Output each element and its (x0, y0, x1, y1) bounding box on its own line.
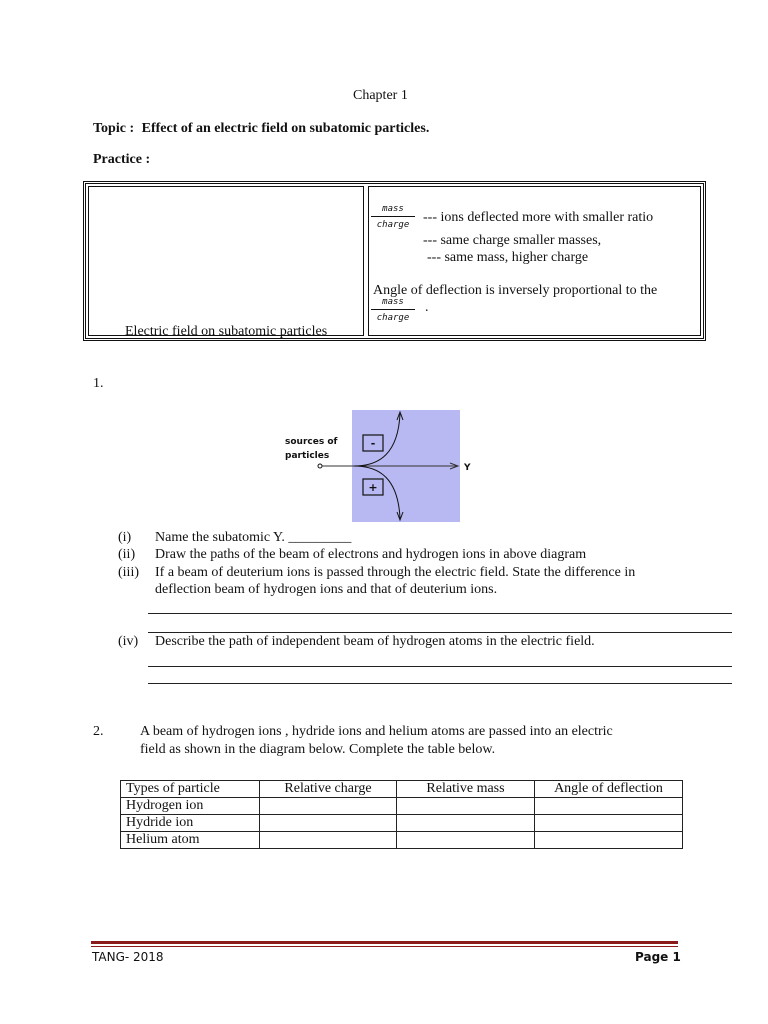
cell-helium-angle[interactable] (535, 832, 683, 849)
footer-rule-thick (91, 941, 678, 944)
info-box-right-cell (368, 186, 701, 336)
info-box-left-cell (88, 186, 364, 339)
q1-item-i-number: (i) (118, 530, 132, 545)
particle-table (120, 780, 683, 849)
cell-hydrogen-mass[interactable] (397, 798, 535, 815)
footer-left-text: TANG- 2018 (92, 950, 164, 964)
topic-line (93, 121, 429, 137)
row-hydrogen-ion-label: Hydrogen ion (121, 798, 260, 815)
cell-helium-mass[interactable] (397, 832, 535, 849)
negative-plate-sign: - (370, 437, 376, 450)
table-header-row (121, 781, 683, 798)
q2-text-line-2: field as shown in the diagram below. Complete the table below. (140, 742, 496, 757)
q1-item-ii-text: Draw the paths of the beam of electrons and hydrogen ions in above diagram (155, 547, 587, 562)
q1-item-iii-number: (iii) (118, 565, 139, 580)
q1-item-iv-text: Describe the path of independent beam of hydrogen atoms in the electric field. (155, 634, 595, 649)
header-relative-mass: Relative mass (397, 781, 535, 798)
q1-item-iv-number: (iv) (118, 634, 139, 649)
cell-hydrogen-charge[interactable] (260, 798, 397, 815)
table-row (121, 832, 683, 849)
fraction-denominator: charge (376, 220, 410, 230)
chapter-heading: Chapter 1 (353, 88, 408, 103)
q1-number: 1. (93, 376, 104, 391)
info-line-1: --- ions deflected more with smaller ratio (423, 210, 654, 225)
row-helium-atom-label: Helium atom (121, 832, 260, 849)
fraction-numerator: mass (371, 204, 415, 217)
cell-helium-charge[interactable] (260, 832, 397, 849)
footer-page-number: Page 1 (635, 950, 681, 964)
q1-item-i-text: Name the subatomic Y. _________ (155, 530, 352, 545)
mass-charge-fraction-2 (371, 297, 415, 323)
info-line-4-period: . (425, 300, 429, 315)
q2-text-line-1: A beam of hydrogen ions , hydride ions and helium atoms are passed into an electric (140, 724, 613, 739)
table-row (121, 815, 683, 832)
cell-hydride-charge[interactable] (260, 815, 397, 832)
topic-label: Topic : (93, 121, 135, 136)
header-types-of-particle: Types of particle (121, 781, 260, 798)
footer-rule-thin (91, 946, 678, 947)
fraction-denominator-2: charge (376, 313, 410, 323)
topic-text: Effect of an electric field on subatomic particles. (141, 121, 430, 136)
cell-hydride-mass[interactable] (397, 815, 535, 832)
q1-item-iii-text: If a beam of deuterium ions is passed through the electric field. State the difference in (155, 565, 636, 580)
source-label-line-2: particles (285, 451, 330, 461)
left-caption: Electric field on subatomic particles (125, 324, 328, 339)
cell-hydride-angle[interactable] (535, 815, 683, 832)
positive-plate-sign: + (368, 481, 378, 494)
row-hydride-ion-label: Hydride ion (121, 815, 260, 832)
particle-source-point (318, 464, 322, 468)
q2-number: 2. (93, 724, 104, 739)
source-label-line-1: sources of (285, 437, 338, 447)
info-box (83, 181, 706, 341)
info-line-3: --- same mass, higher charge (427, 250, 589, 265)
answer-line-1 (148, 613, 732, 614)
answer-line-3 (148, 666, 732, 667)
header-angle-of-deflection: Angle of deflection (535, 781, 683, 798)
info-line-4: Angle of deflection is inversely proportional to the (373, 283, 658, 298)
header-relative-charge: Relative charge (260, 781, 397, 798)
electric-field-diagram (280, 408, 480, 528)
practice-label: Practice : (93, 152, 151, 167)
cell-hydrogen-angle[interactable] (535, 798, 683, 815)
table-row (121, 798, 683, 815)
answer-line-4 (148, 683, 732, 684)
q1-item-iii-text-line-2: deflection beam of hydrogen ions and that of deuterium ions. (155, 582, 498, 597)
info-line-2: --- same charge smaller masses, (423, 233, 602, 248)
target-label-y: Y (464, 463, 471, 473)
fraction-numerator-2: mass (371, 297, 415, 310)
q1-item-ii-number: (ii) (118, 547, 136, 562)
mass-charge-fraction (371, 204, 415, 230)
